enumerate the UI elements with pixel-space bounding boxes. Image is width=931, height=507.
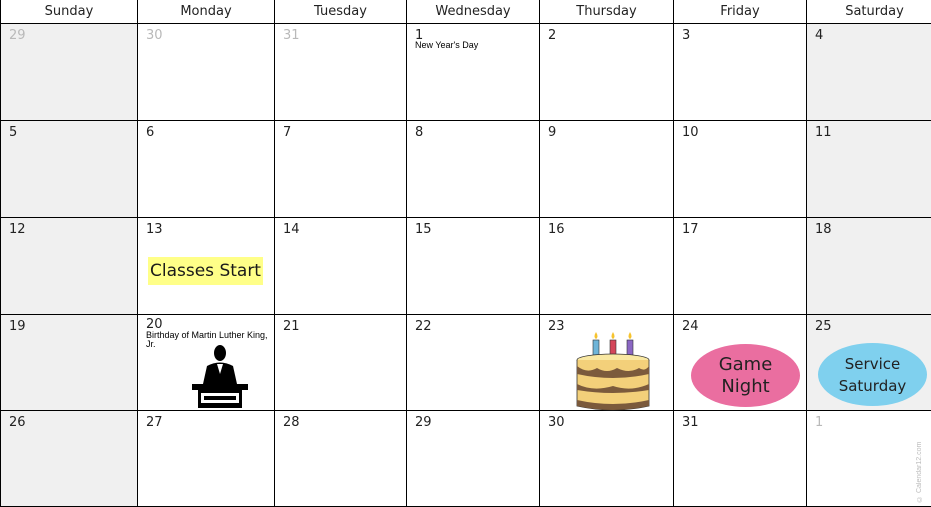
service-line1: Service bbox=[844, 354, 901, 373]
weekday-tuesday: Tuesday bbox=[275, 0, 407, 24]
service-saturday-event[interactable] bbox=[818, 343, 927, 406]
day-number: 15 bbox=[415, 222, 432, 237]
day-number: 28 bbox=[283, 415, 300, 430]
day-cell[interactable] bbox=[407, 411, 540, 507]
day-number: 21 bbox=[283, 319, 300, 334]
day-cell[interactable] bbox=[138, 121, 275, 218]
day-number: 24 bbox=[682, 319, 699, 334]
day-number: 14 bbox=[283, 222, 300, 237]
day-number: 1 bbox=[415, 28, 424, 43]
day-cell[interactable] bbox=[540, 24, 674, 121]
day-number: 2 bbox=[548, 28, 557, 43]
day-cell[interactable] bbox=[807, 121, 931, 218]
day-cell[interactable] bbox=[674, 218, 807, 315]
game-night-line2: Night bbox=[721, 375, 770, 397]
day-number: 20 bbox=[146, 317, 163, 332]
weekday-thursday: Thursday bbox=[540, 0, 674, 24]
weekday-wednesday: Wednesday bbox=[407, 0, 540, 24]
day-number: 31 bbox=[283, 28, 300, 43]
day-cell[interactable] bbox=[540, 411, 674, 507]
day-cell[interactable] bbox=[807, 411, 931, 507]
day-number: 22 bbox=[415, 319, 432, 334]
watermark: © Calendar12.com bbox=[916, 441, 923, 502]
day-cell[interactable] bbox=[807, 24, 931, 121]
day-number: 31 bbox=[682, 415, 699, 430]
day-cell[interactable] bbox=[275, 24, 407, 121]
day-number: 25 bbox=[815, 319, 832, 334]
day-cell[interactable] bbox=[0, 218, 138, 315]
day-number: 9 bbox=[548, 125, 557, 140]
day-number: 18 bbox=[815, 222, 832, 237]
day-number: 26 bbox=[9, 415, 26, 430]
classes-start-event[interactable]: Classes Start bbox=[148, 257, 263, 285]
weekday-saturday: Saturday bbox=[807, 0, 931, 24]
day-cell[interactable] bbox=[275, 218, 407, 315]
service-line2: Saturday bbox=[838, 376, 907, 395]
day-cell[interactable] bbox=[0, 411, 138, 507]
day-number: 10 bbox=[682, 125, 699, 140]
day-cell[interactable] bbox=[138, 411, 275, 507]
weekday-sunday: Sunday bbox=[0, 0, 138, 24]
day-cell[interactable] bbox=[407, 121, 540, 218]
day-number: 6 bbox=[146, 125, 155, 140]
weekday-monday: Monday bbox=[138, 0, 275, 24]
day-cell[interactable] bbox=[275, 411, 407, 507]
day-cell[interactable] bbox=[407, 315, 540, 411]
day-number: 7 bbox=[283, 125, 292, 140]
day-cell[interactable] bbox=[0, 121, 138, 218]
day-number: 5 bbox=[9, 125, 18, 140]
weekday-friday: Friday bbox=[674, 0, 807, 24]
day-cell[interactable] bbox=[138, 24, 275, 121]
day-number: 23 bbox=[548, 319, 565, 334]
day-number: 13 bbox=[146, 222, 163, 237]
birthday-cake-icon bbox=[573, 330, 653, 412]
day-number: 4 bbox=[815, 28, 824, 43]
day-number: 29 bbox=[9, 28, 26, 43]
holiday-label: New Year's Day bbox=[415, 40, 479, 50]
day-cell[interactable] bbox=[0, 315, 138, 411]
podium-speaker-icon bbox=[190, 344, 250, 410]
day-number: 27 bbox=[146, 415, 163, 430]
day-cell[interactable] bbox=[407, 218, 540, 315]
day-number: 17 bbox=[682, 222, 699, 237]
day-cell[interactable] bbox=[275, 121, 407, 218]
day-cell[interactable] bbox=[674, 121, 807, 218]
day-number: 16 bbox=[548, 222, 565, 237]
day-cell[interactable] bbox=[540, 218, 674, 315]
game-night-line1: Game bbox=[718, 353, 773, 375]
day-number: 8 bbox=[415, 125, 424, 140]
day-cell[interactable] bbox=[407, 24, 540, 121]
day-number: 30 bbox=[146, 28, 163, 43]
holiday-label: Birthday of Martin Luther King, Jr. bbox=[146, 330, 268, 349]
day-cell[interactable] bbox=[540, 121, 674, 218]
day-number: 11 bbox=[815, 125, 832, 140]
day-number: 12 bbox=[9, 222, 26, 237]
day-number: 1 bbox=[815, 415, 824, 430]
day-number: 29 bbox=[415, 415, 432, 430]
day-cell[interactable] bbox=[674, 24, 807, 121]
day-cell[interactable] bbox=[275, 315, 407, 411]
day-number: 19 bbox=[9, 319, 26, 334]
day-number: 3 bbox=[682, 28, 691, 43]
game-night-event[interactable] bbox=[691, 344, 800, 407]
day-cell[interactable] bbox=[807, 218, 931, 315]
day-cell[interactable] bbox=[674, 411, 807, 507]
day-cell[interactable] bbox=[0, 24, 138, 121]
day-number: 30 bbox=[548, 415, 565, 430]
